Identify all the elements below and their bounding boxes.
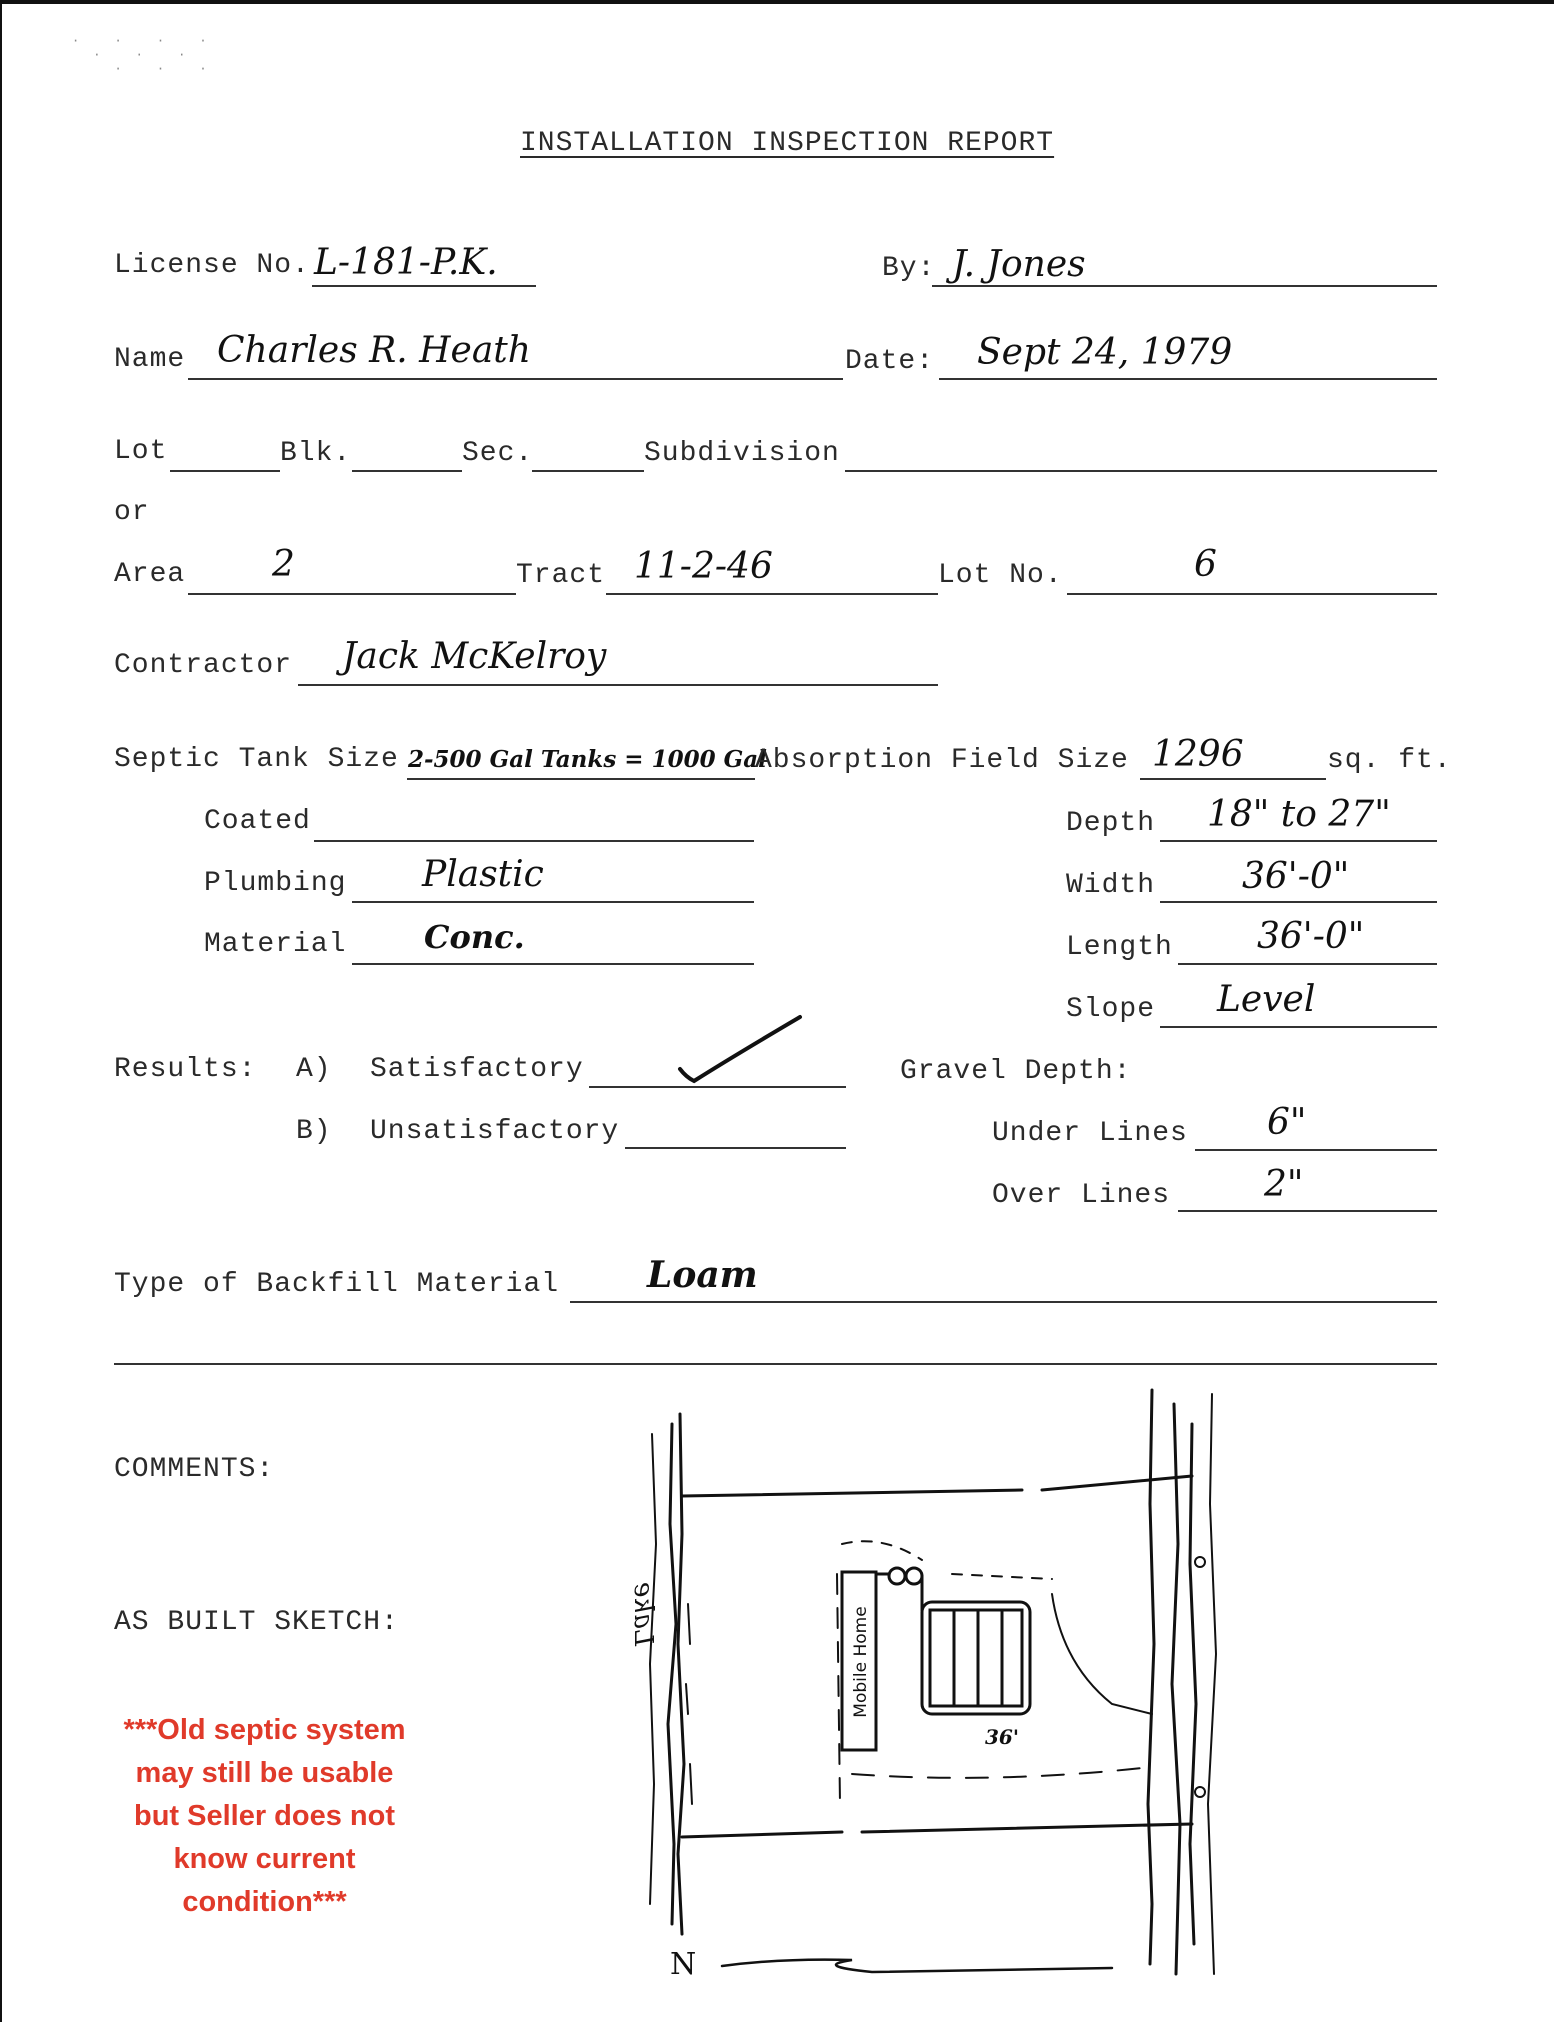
slope-line <box>1160 1026 1437 1028</box>
under-lines-label: Under Lines <box>992 1118 1188 1149</box>
blk-line <box>352 470 462 472</box>
north-label: N <box>670 1947 697 1982</box>
unsatisfactory-label: Unsatisfactory <box>370 1116 620 1147</box>
absorption-field-size-label: Absorption Field Size <box>755 745 1129 776</box>
depth-line <box>1160 840 1437 842</box>
results-label: Results: <box>114 1054 257 1085</box>
sec-line <box>532 470 644 472</box>
subdivision-label: Subdivision <box>644 438 840 469</box>
lot-no-value: 6 <box>1194 544 1217 585</box>
absorption-field-outline <box>922 1602 1030 1714</box>
lot-no-line <box>1067 593 1437 595</box>
backfill-extra-line <box>114 1363 1437 1365</box>
septic-tank-1-icon <box>889 1568 905 1584</box>
over-lines-value: 2" <box>1264 1164 1304 1205</box>
lot-no-label: Lot No. <box>938 560 1063 591</box>
area-label: Area <box>114 559 186 590</box>
scan-specks: · · · · · · · · · · <box>72 34 221 76</box>
over-lines-label: Over Lines <box>992 1180 1171 1211</box>
contractor-line <box>298 684 938 686</box>
sec-label: Sec. <box>462 438 534 469</box>
by-value: J. Jones <box>952 244 1086 285</box>
mobile-home-label: Mobile Home <box>851 1606 871 1718</box>
coated-line <box>314 840 754 842</box>
plumbing-line <box>352 901 754 903</box>
absorption-field-size-line <box>1140 778 1326 780</box>
name-value: Charles R. Heath <box>217 330 531 371</box>
under-lines-value: 6" <box>1267 1102 1307 1143</box>
lot-line <box>170 470 280 472</box>
option-a-label: A) <box>296 1054 332 1085</box>
name-line <box>188 378 843 380</box>
as-built-sketch <box>592 1384 1252 1984</box>
license-no-label: License No. <box>114 250 310 281</box>
septic-tank-2-icon <box>906 1568 922 1584</box>
tract-label: Tract <box>516 560 606 591</box>
slope-label: Slope <box>1066 994 1156 1025</box>
material-line <box>352 963 754 965</box>
license-no-value: L-181-P.K. <box>314 242 498 283</box>
plumbing-label: Plumbing <box>204 868 347 899</box>
depth-label: Depth <box>1066 808 1156 839</box>
backfill-value: Loam <box>647 1254 758 1296</box>
lot-label: Lot <box>114 436 168 467</box>
tract-line <box>606 593 938 595</box>
blk-label: Blk. <box>280 438 352 469</box>
option-b-label: B) <box>296 1116 332 1147</box>
septic-tank-size-label: Septic Tank Size <box>114 744 399 775</box>
material-label: Material <box>204 929 347 960</box>
lake-label: Lake <box>628 1582 658 1646</box>
field-size-label: 36' <box>985 1725 1019 1749</box>
width-value: 36'-0" <box>1242 856 1350 897</box>
date-line <box>939 378 1437 380</box>
subdivision-line <box>845 470 1437 472</box>
plumbing-value: Plastic <box>422 854 544 895</box>
date-value: Sept 24, 1979 <box>977 332 1233 373</box>
slope-value: Level <box>1217 979 1316 1020</box>
over-lines-line <box>1178 1210 1437 1212</box>
sq-ft-label: sq. ft. <box>1327 745 1452 776</box>
comments-label: COMMENTS: <box>114 1454 275 1485</box>
area-line <box>188 593 516 595</box>
lake-shore-lines <box>650 1414 692 1934</box>
contractor-value: Jack McKelroy <box>342 636 607 677</box>
seller-note: ***Old septic system may still be usable but Seller does not know current condition*** <box>123 1714 406 1918</box>
backfill-line <box>570 1301 1437 1303</box>
backfill-label: Type of Backfill Material <box>114 1269 560 1300</box>
as-built-sketch-label: AS BUILT SKETCH: <box>114 1607 399 1638</box>
gravel-depth-label: Gravel Depth: <box>900 1056 1132 1087</box>
report-title: INSTALLATION INSPECTION REPORT <box>520 128 1055 159</box>
material-value: Conc. <box>424 918 525 956</box>
width-line <box>1160 901 1437 903</box>
checkmark-icon <box>672 1009 812 1089</box>
contractor-label: Contractor <box>114 650 293 681</box>
length-value: 36'-0" <box>1257 916 1365 957</box>
septic-tank-size-value: 2-500 Gal Tanks = 1000 Gal <box>408 746 767 773</box>
date-label: Date: <box>845 346 935 377</box>
depth-value: 18" to 27" <box>1207 794 1391 835</box>
under-lines-line <box>1195 1149 1437 1151</box>
unsatisfactory-line <box>625 1147 846 1149</box>
or-label: or <box>114 497 150 528</box>
by-line <box>932 285 1437 287</box>
by-label: By: <box>882 253 936 284</box>
license-no-line <box>312 285 536 287</box>
septic-tank-size-line <box>407 778 755 780</box>
absorption-field-size-value: 1296 <box>1152 734 1244 775</box>
tract-value: 11-2-46 <box>634 546 773 587</box>
satisfactory-label: Satisfactory <box>370 1054 584 1085</box>
coated-label: Coated <box>204 806 311 837</box>
width-label: Width <box>1066 870 1156 901</box>
length-line <box>1178 963 1437 965</box>
area-value: 2 <box>272 544 295 585</box>
name-label: Name <box>114 344 186 375</box>
length-label: Length <box>1066 932 1173 963</box>
